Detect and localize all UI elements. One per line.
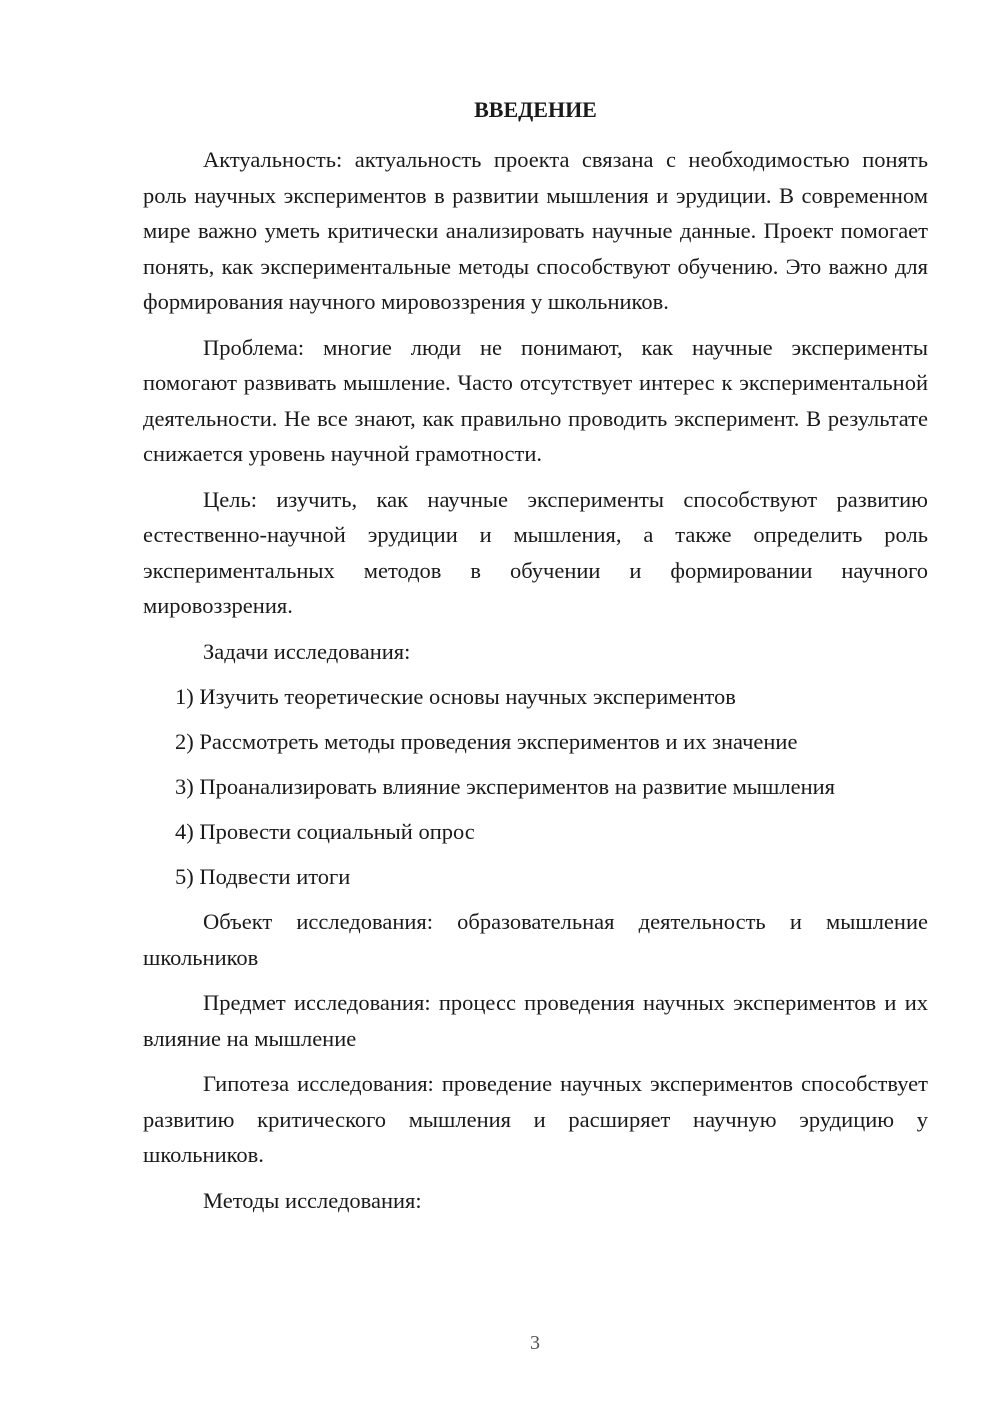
list-item: 1) Изучить теоретические основы научных экспериментов xyxy=(175,684,736,709)
tasks-list xyxy=(143,679,928,895)
problem-paragraph: Проблема: многие люди не понимают, как научные эксперименты помогают развивать мышление. Часто отсутствует интерес к экспериментальной деятельности. Не все знают, как правильно проводить эксперимент. В результате снижается уровень научной грамотности. xyxy=(143,334,928,466)
tasks-label: Задачи исследования: xyxy=(203,638,411,664)
goal-paragraph: Цель: изучить, как научные эксперименты способствуют развитию естественно-научной эрудиции и мышления, а также определить роль экспериментальных методов в обучении и формировании научного мировоззрения. xyxy=(143,486,928,618)
methods-label: Методы исследования: xyxy=(203,1187,422,1213)
hypothesis-paragraph: Гипотеза исследования: проведение научных экспериментов способствует развитию критического мышления и расширяет научную эрудицию у школьников. xyxy=(143,1071,928,1167)
relevance-paragraph: Актуальность: актуальность проекта связана с необходимостью понять роль научных экспериментов в развитии мышления и эрудиции. В современном мире важно уметь критически анализировать научные данные. Проект помогает понять, как экспериментальные методы способствуют обучению. Это важно для формирования научного мировоззрения у школьников. xyxy=(143,147,928,314)
list-item: 4) Провести социальный опрос xyxy=(175,819,475,844)
page-title: ВВЕДЕНИЕ xyxy=(474,97,597,122)
page-number: 3 xyxy=(530,1332,540,1354)
document-page xyxy=(143,92,928,1228)
subject-paragraph: Предмет исследования: процесс проведения научных экспериментов и их влияние на мышление xyxy=(143,990,928,1051)
list-item: 3) Проанализировать влияние экспериментов на развитие мышления xyxy=(175,774,836,799)
list-item: 2) Рассмотреть методы проведения экспериментов и их значение xyxy=(175,729,798,754)
object-paragraph: Объект исследования: образовательная деятельность и мышление школьников xyxy=(143,909,928,970)
list-item: 5) Подвести итоги xyxy=(175,864,351,889)
